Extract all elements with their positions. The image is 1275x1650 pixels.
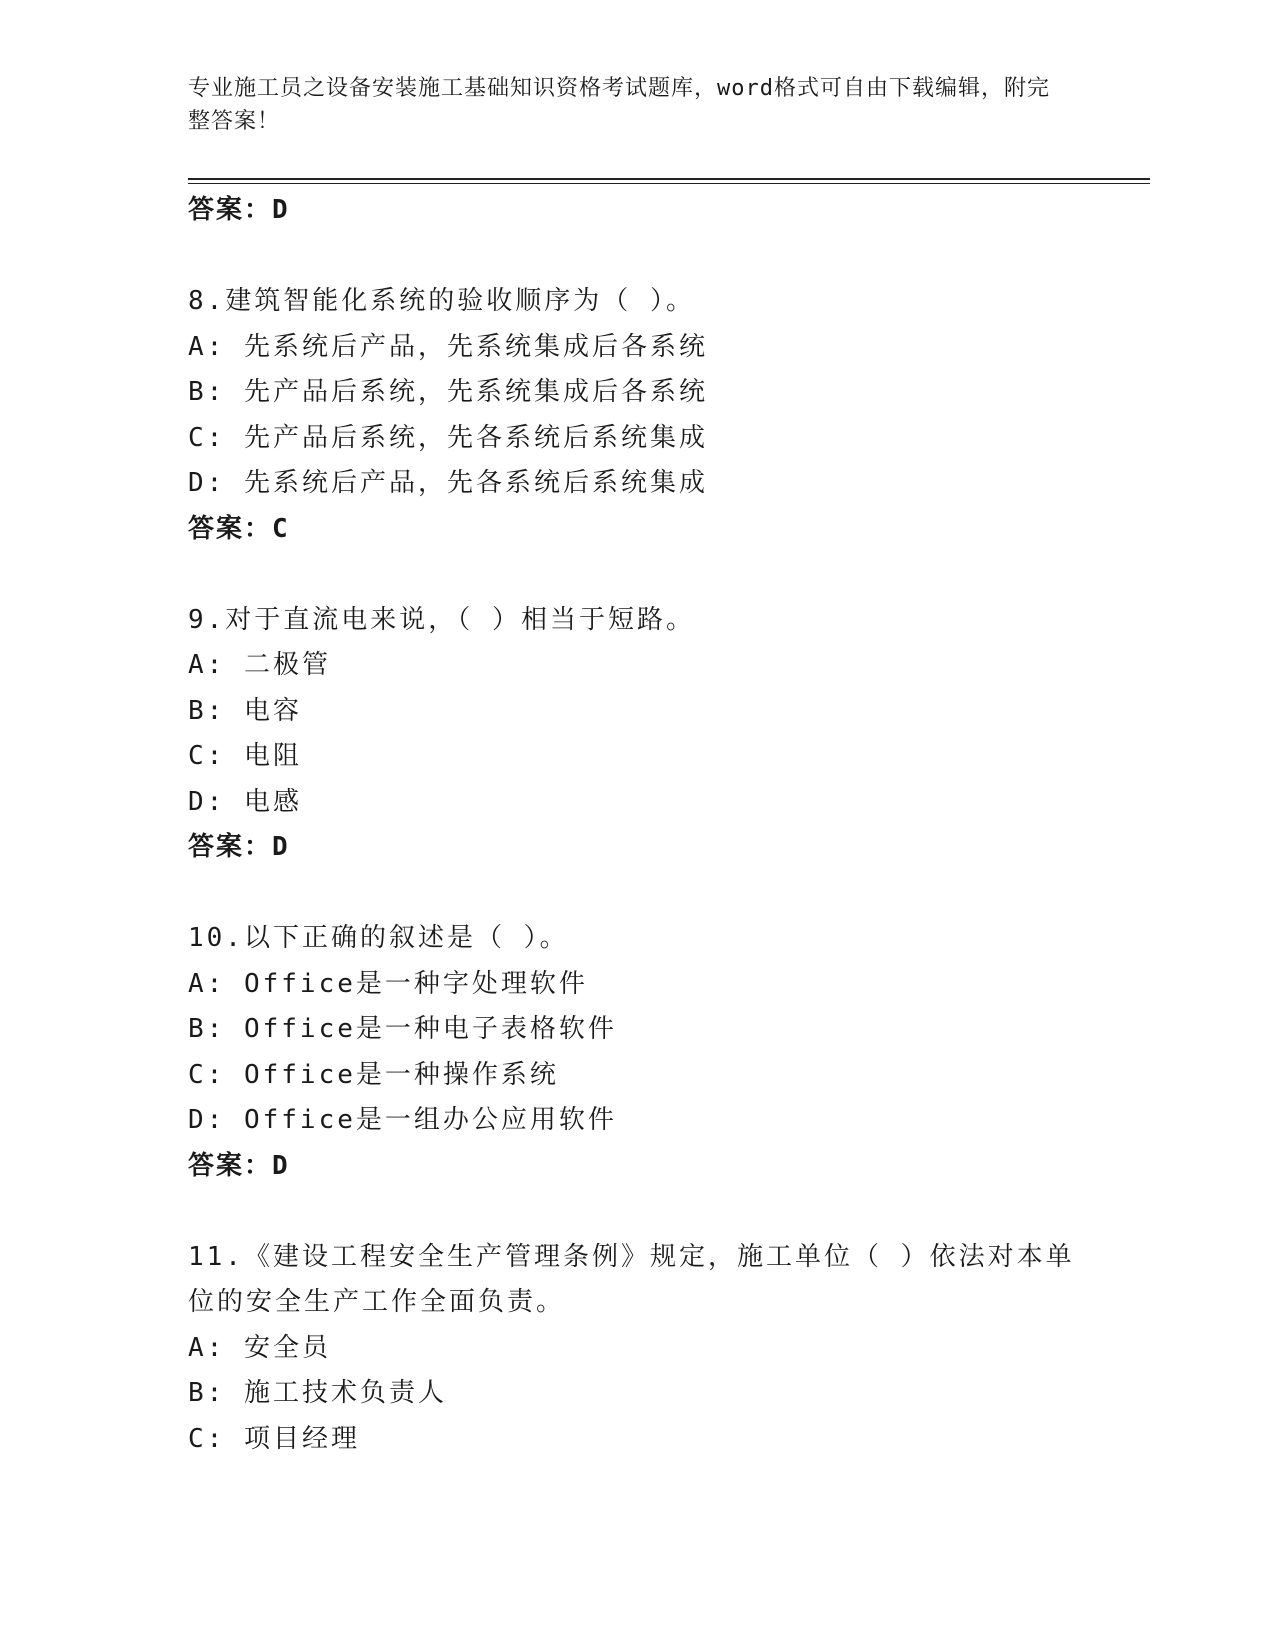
answer-label: 答案：D — [188, 195, 290, 225]
answer-label: 答案：C — [188, 513, 290, 544]
question-list — [188, 188, 1088, 1462]
header-divider — [188, 178, 1150, 180]
question-stem-continued: 位的安全生产工作全面负责。 — [188, 1287, 566, 1317]
option-d: D: 先系统后产品，先各系统后系统集成 — [188, 468, 708, 498]
option-b: B: 施工技术负责人 — [188, 1378, 447, 1408]
question-stem: 11.《建设工程安全生产管理条例》规定，施工单位（ ）依法对本单 — [188, 1241, 1075, 1272]
option-b: B: 先产品后系统，先系统集成后各系统 — [188, 377, 708, 407]
option-a: A: 先系统后产品，先系统集成后各系统 — [188, 331, 708, 362]
spacer — [188, 234, 1088, 280]
spacer — [188, 552, 1088, 598]
question-stem: 8.建筑智能化系统的验收顺序为（ ）。 — [188, 286, 695, 316]
question-stem: 9.对于直流电来说，（ ）相当于短路。 — [188, 604, 695, 635]
option-c: C: 项目经理 — [188, 1423, 360, 1454]
option-a: A: 二极管 — [188, 650, 331, 680]
option-c: C: 先产品后系统，先各系统后系统集成 — [188, 422, 708, 453]
option-c: C: Office是一种操作系统 — [188, 1059, 559, 1090]
question-stem: 10.以下正确的叙述是（ ）。 — [188, 923, 569, 953]
option-a: A: Office是一种字处理软件 — [188, 968, 588, 999]
spacer — [188, 871, 1088, 917]
option-d: D: 电感 — [188, 786, 302, 817]
option-a: A: 安全员 — [188, 1332, 331, 1363]
spacer — [188, 1189, 1088, 1235]
option-c: C: 电阻 — [188, 741, 302, 771]
answer-label: 答案：D — [188, 1150, 290, 1181]
option-b: B: Office是一种电子表格软件 — [188, 1014, 617, 1044]
answer-label: 答案：D — [188, 832, 290, 862]
header-divider-thin — [188, 183, 1150, 184]
document-header: 专业施工员之设备安装施工基础知识资格考试题库，word格式可自由下载编辑，附完整答案！ — [188, 76, 1050, 134]
option-b: B: 电容 — [188, 695, 302, 726]
option-d: D: Office是一组办公应用软件 — [188, 1105, 617, 1135]
